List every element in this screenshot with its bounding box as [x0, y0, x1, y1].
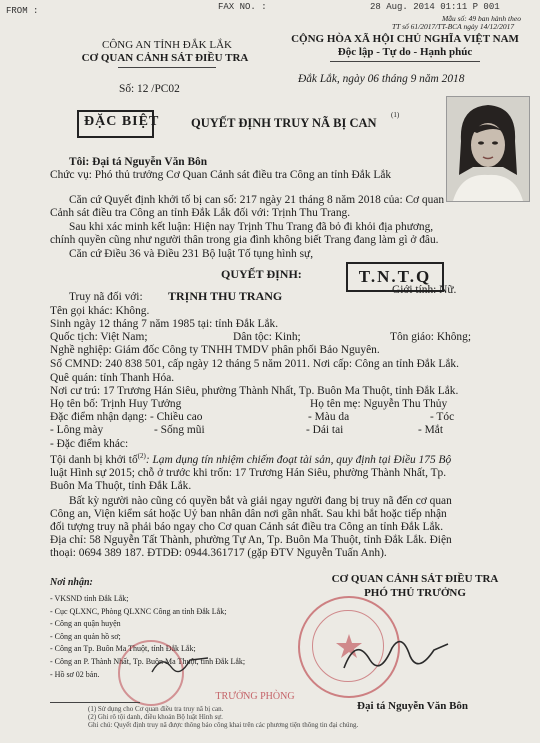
agency-line-2: CƠ QUAN CẢNH SÁT ĐIỀU TRA: [81, 52, 249, 64]
recipient-item: - Công an Tp. Buôn Ma Thuột, tỉnh Đắk Lắk;: [50, 644, 196, 654]
recipient-item: - Hồ sơ 02 bản.: [50, 669, 100, 679]
features-eyes: - Mắt: [418, 424, 443, 436]
features-eyebrows: - Lông mày: [50, 424, 104, 436]
document-number: Số: 12 /PC02: [119, 83, 180, 95]
department-head-label: TRƯỞNG PHÒNG: [215, 691, 295, 702]
initial-signature-mark: [148, 650, 218, 680]
signing-position: PHÓ THỦ TRƯỞNG: [364, 587, 466, 599]
form-reference-1: Mẫu số: 49 ban hành theo: [442, 14, 521, 23]
recipient-item: - Công an quận huyện: [50, 619, 121, 629]
tntq-stamp: T.N.T.Q: [346, 262, 444, 292]
fax-number-label: FAX NO. :: [218, 2, 267, 12]
footnote-2: (2) Ghi rõ tội danh, điều khoản Bộ luật Hình sự.: [88, 713, 223, 721]
birth-field: Sinh ngày 12 tháng 7 năm 1985 tại: tỉnh Đắk Lắk.: [50, 318, 279, 330]
agency-line-1: CÔNG AN TỈNH ĐẮK LẮK: [102, 39, 232, 51]
call-line-b: Công an, Viện kiểm sát hoặc Uỷ ban nhân dân nơi gần nhất. Sau khi bắt hoặc tiếp nhận: [50, 508, 447, 520]
religion-field: Tôn giáo: Không;: [390, 331, 471, 343]
call-line-c: đối tượng truy nã phải báo ngay cho Cơ quan Cảnh sát điều tra Công an tỉnh Đắk Lắk.: [50, 521, 444, 533]
place-date: Đắk Lắk, ngày 06 tháng 9 năm 2018: [298, 73, 465, 85]
father-field: Họ tên bố: Trịnh Huy Tưởng: [50, 398, 182, 410]
agency-underline: [118, 67, 216, 68]
special-label: ĐẶC BIỆT: [84, 114, 160, 129]
charge-line-a: [50, 452, 451, 467]
signing-agency: CƠ QUAN CẢNH SÁT ĐIỀU TRA: [331, 573, 499, 585]
call-line-a: Bất kỳ người nào cũng có quyền bắt và giải ngay người đang bị truy nã đến cơ quan: [69, 495, 452, 507]
recipient-item: - Công an quản hồ sơ;: [50, 631, 121, 641]
features-other: - Đặc điểm khác:: [50, 438, 129, 450]
features-nose: - Sống mũi: [154, 424, 205, 436]
title-superscript: (1): [391, 111, 400, 119]
ethnicity-field: Dân tộc: Kinh;: [233, 331, 301, 343]
fax-from-label: FROM :: [6, 6, 39, 16]
verification-line-a: Sau khi xác minh kết luận: Hiện nay Trịnh Thu Trang đã bỏ đi khỏi địa phương,: [69, 221, 434, 233]
features-hair: - Tóc: [430, 411, 455, 423]
residence-field: Nơi cư trú: 17 Trương Hán Siêu, phường Thành Nhất, Tp. Buôn Ma Thuột, tỉnh Đắk Lắk.: [50, 385, 459, 397]
footnote-divider: [50, 702, 140, 703]
mother-field: Họ tên mẹ: Nguyễn Thu Thủy: [310, 398, 448, 410]
call-address: Địa chỉ: 58 Nguyễn Tất Thành, phường Tự An, Tp. Buôn Ma Thuột, tỉnh Đắk Lắk. Điện: [50, 534, 452, 546]
signer-name: Đại tá Nguyễn Văn Bôn: [357, 700, 469, 712]
charge-label: Tội danh bị khởi tố: [50, 453, 138, 466]
id-card-field: Số CMND: 240 838 501, cấp ngày 12 tháng 5 năm 2011. Nơi cấp: Công an tỉnh Đắk Lắk.: [50, 358, 459, 370]
fax-timestamp: 28 Aug. 2014 01:11 P 001: [370, 2, 500, 12]
motto-underline: [330, 61, 480, 62]
suspect-photo: [446, 96, 530, 202]
alias-field: Tên gọi khác: Không.: [50, 305, 150, 317]
call-phone: thoại: 0694 389 187. ĐTDĐ: 0944.361717 (gặp ĐTV Nguyễn Tuấn Anh).: [50, 547, 387, 559]
charge-line-c: Buôn Ma Thuột, tỉnh Đắk Lắk.: [50, 480, 192, 492]
basis-line-1b: Cảnh sát điều tra Công an tỉnh Đắk Lắk đối với: Trịnh Thu Trang.: [50, 207, 351, 219]
signature-mark: [336, 630, 456, 680]
occupation-field: Nghề nghiệp: Giám đốc Công ty TNHH TMDV phân phối Bảo Nguyên.: [50, 344, 380, 356]
hometown-field: Quê quán: tỉnh Thanh Hóa.: [50, 372, 175, 384]
recipient-item: - Công an P. Thành Nhất, Tp. Buôn Ma Thuột, tỉnh Đắk Lắk;: [50, 656, 246, 666]
charge-superscript: (2): [137, 452, 146, 460]
country-name: CỘNG HÒA XÃ HỘI CHỦ NGHĨA VIỆT NAM: [291, 33, 519, 45]
recipient-item: - Cục QLXNC, Phòng QLXNC Công an tỉnh Đắk Lắk;: [50, 606, 227, 616]
features-height: Đặc điểm nhận dạng: - Chiều cao: [50, 411, 203, 423]
decision-title: QUYẾT ĐỊNH TRUY NÃ BỊ CAN: [191, 116, 377, 130]
footnote-3: Ghi chú: Quyết định truy nã được thông báo công khai trên các phương tiện thông tin đại chúng.: [88, 721, 359, 729]
nationality-field: Quốc tịch: Việt Nam;: [50, 331, 148, 343]
basis-line-2: Căn cứ Điều 36 và Điều 231 Bộ luật Tố tụng hình sự,: [69, 248, 314, 260]
recipient-item: - VKSND tỉnh Đắk Lắk;: [50, 594, 129, 603]
wanted-label: Truy nã đối với:: [69, 291, 143, 303]
charge-text-a: : Lạm dụng tín nhiệm chiếm đoạt tài sản, quy định tại Điều 175 Bộ: [145, 453, 452, 466]
gender-field: Giới tính: Nữ.: [392, 284, 457, 296]
footnote-1: (1) Sử dụng cho Cơ quan điều tra truy nã bị can.: [88, 705, 224, 713]
features-skin: - Màu da: [308, 411, 350, 423]
recipients-title: Nơi nhận:: [50, 577, 93, 588]
features-earlobe: - Dái tai: [306, 424, 344, 436]
charge-line-b: luật Hình sự 2015; chỗ ở trước khi trốn: 17 Trương Hán Siêu, phường Thành Nhất, Tp.: [50, 467, 447, 479]
form-reference-2: TT số 61/2017/TT-BCA ngày 14/12/2017: [392, 22, 515, 31]
decision-heading: QUYẾT ĐỊNH:: [221, 267, 302, 281]
issuer-text: Tôi: Đại tá Nguyễn Văn Bôn: [69, 156, 208, 168]
verification-line-b: chính quyền cũng như người thân trong gia đình không biết Trang đang làm gì ở đâu.: [50, 234, 439, 246]
basis-line-1a: Căn cứ Quyết định khởi tố bị can số: 217 ngày 21 tháng 8 năm 2018 của: Cơ quan: [69, 194, 445, 206]
national-motto: Độc lập - Tự do - Hạnh phúc: [337, 46, 473, 58]
position-line: Chức vụ: Phó thủ trưởng Cơ Quan Cảnh sát điều tra Công an tỉnh Đắk Lắk: [50, 169, 392, 181]
suspect-name: TRỊNH THU TRANG: [168, 289, 283, 303]
